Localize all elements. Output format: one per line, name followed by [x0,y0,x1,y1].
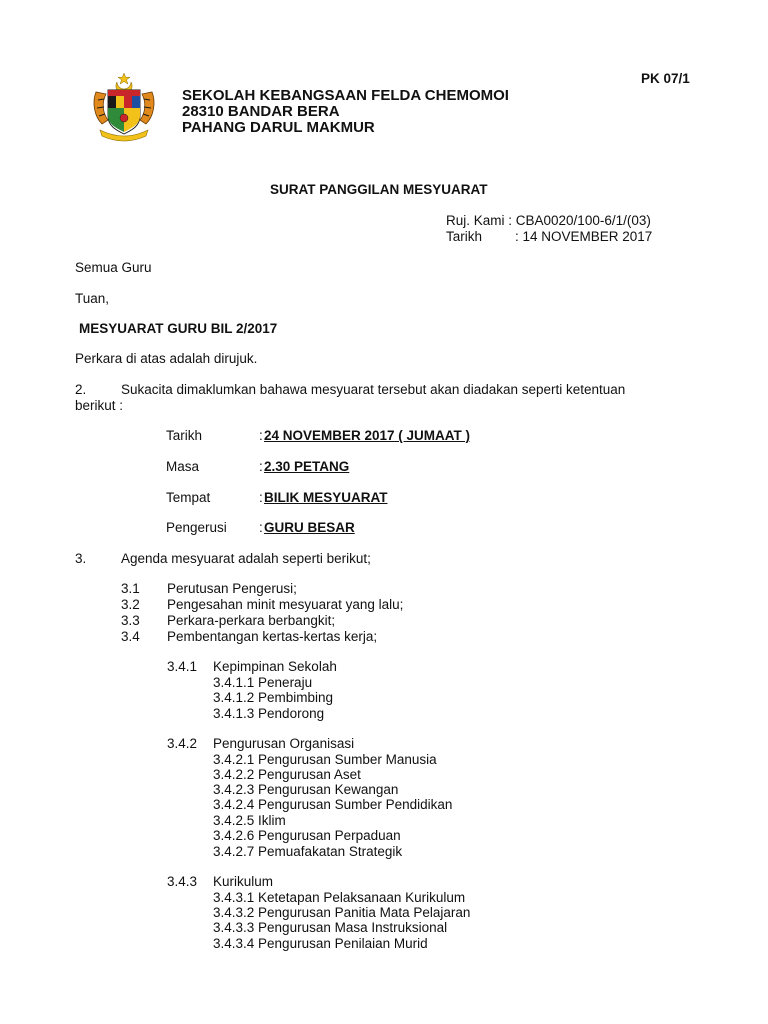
form-code: PK 07/1 [641,71,690,86]
para3-number: 3. [75,551,87,566]
section-item: 3.4.3.4 Pengurusan Penilaian Murid [213,936,428,951]
subject: MESYUARAT GURU BIL 2/2017 [79,321,278,336]
agenda-number: 3.1 [121,581,140,596]
school-address-line2: PAHANG DARUL MAKMUR [182,119,375,136]
section-item: 3.4.3.2 Pengurusan Panitia Mata Pelajaran [213,905,471,920]
detail-colon: : [259,428,263,443]
agenda-item: Pembentangan kertas-kertas kerja; [167,629,378,644]
section-item: 3.4.1.3 Pendorong [213,706,325,721]
malaysia-coat-of-arms-icon [90,72,158,144]
greeting: Tuan, [75,291,110,306]
reference-date-label: Tarikh [446,229,483,244]
section-item: 3.4.2.4 Pengurusan Sumber Pendidikan [213,797,453,812]
para2-line2: berikut : [75,398,124,413]
section-item: 3.4.2.3 Pengurusan Kewangan [213,782,399,797]
section-title: Kepimpinan Sekolah [213,659,337,674]
detail-label-pengerusi: Pengerusi [166,520,227,535]
school-address-line1: 28310 BANDAR BERA [182,103,340,120]
detail-value-tarikh: 24 NOVEMBER 2017 ( JUMAAT ) [264,428,471,443]
section-item: 3.4.2.7 Pemuafakatan Strategik [213,844,403,859]
agenda-item: Pengesahan minit mesyuarat yang lalu; [167,597,404,612]
recipient: Semua Guru [75,260,152,275]
intro-text: Perkara di atas adalah dirujuk. [75,351,258,366]
school-name: SEKOLAH KEBANGSAAN FELDA CHEMOMOI [182,87,509,104]
section-item: 3.4.2.1 Pengurusan Sumber Manusia [213,752,437,767]
detail-value-pengerusi: GURU BESAR [264,520,355,535]
section-number: 3.4.3 [167,874,198,889]
section-item: 3.4.2.2 Pengurusan Aset [213,767,361,782]
letter-title: SURAT PANGGILAN MESYUARAT [270,182,488,197]
section-item: 3.4.2.5 Iklim [213,813,286,828]
section-item: 3.4.2.6 Pengurusan Perpaduan [213,828,401,843]
para2-number: 2. [75,382,87,397]
section-number: 3.4.2 [167,736,198,751]
agenda-number: 3.3 [121,613,140,628]
section-item: 3.4.3.1 Ketetapan Pelaksanaan Kurikulum [213,890,466,905]
section-item: 3.4.3.3 Pengurusan Masa Instruksional [213,920,448,935]
section-title: Kurikulum [213,874,274,889]
agenda-number: 3.2 [121,597,140,612]
para3-text: Agenda mesyuarat adalah seperti berikut; [121,551,371,566]
detail-label-tempat: Tempat [166,490,211,505]
para2-line1: Sukacita dimaklumkan bahawa mesyuarat tersebut akan diadakan seperti ketentuan [121,382,626,397]
section-item: 3.4.1.2 Pembimbing [213,690,334,705]
detail-label-masa: Masa [166,459,200,474]
detail-colon: : [259,520,263,535]
agenda-number: 3.4 [121,629,140,644]
section-title: Pengurusan Organisasi [213,736,355,751]
reference-number: Ruj. Kami : CBA0020/100-6/1/(03) [446,213,651,228]
agenda-item: Perkara-perkara berbangkit; [167,613,336,628]
agenda-item: Perutusan Pengerusi; [167,581,297,596]
detail-value-masa: 2.30 PETANG [264,459,350,474]
detail-colon: : [259,490,263,505]
detail-label-tarikh: Tarikh [166,428,203,443]
detail-value-tempat: BILIK MESYUARAT [264,490,388,505]
section-item: 3.4.1.1 Peneraju [213,675,313,690]
section-number: 3.4.1 [167,659,198,674]
detail-colon: : [259,459,263,474]
reference-date-value: : 14 NOVEMBER 2017 [515,229,653,244]
